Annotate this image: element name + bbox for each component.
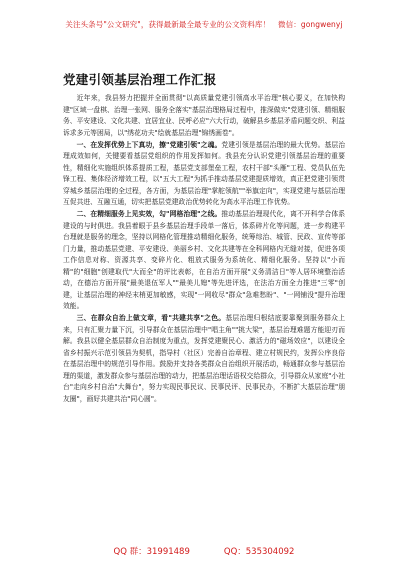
section-paragraph-2 bbox=[63, 209, 345, 313]
section-heading: 一、在发挥优势上下真功，擦"党建引领"之魂。 bbox=[76, 140, 222, 149]
section-paragraph-1 bbox=[63, 140, 345, 209]
banner-wechat: 微信：gongwenyj bbox=[278, 20, 343, 29]
intro-paragraph bbox=[63, 93, 345, 139]
paragraph-text: 基层治理归根结底要靠聚到服务群众上来，只有汇聚力量下沉，引导群众在基层治理中"唱主角""挑大梁"，基层治理难题方能迎刃而解。我县以健全基层群众自治制度为重点，发挥党建聚民心、激活力的"磁场效应"，以建设全省乡村振兴示范引领县为契机，指导村（社区）完善自治章程、建立村规民约，发挥公序良俗在基层治理中的规范引导作用。鼓励并支持各类群众自治组织开展活动，畅通群众参与基层治理的渠道，激发群众参与基层治理的动力，把基层治理话语权交给群众，引导群众从家庭"小社台"走向乡村自治"大舞台"，努力实现民事民议、民事民评、民事民办，不断扩大基层治理"朋友圈"，画好共建共治"同心圆"。 bbox=[63, 314, 345, 403]
document-body bbox=[63, 93, 345, 406]
footer-qq-group: QQ 群：31991489 bbox=[113, 547, 190, 557]
banner-text: 关注头条号"公文研究"，获得最新最全最专业的公文资料库！ bbox=[65, 20, 271, 29]
section-paragraph-3 bbox=[63, 313, 345, 405]
footer-contact bbox=[0, 545, 408, 557]
footer-qq: QQ：535304092 bbox=[223, 547, 295, 557]
document-title: 党建引领基层治理工作汇报 bbox=[63, 72, 217, 87]
header-banner bbox=[0, 19, 408, 30]
section-heading: 三、在群众自治上做文章，看"共建共享"之色。 bbox=[76, 314, 226, 322]
paragraph-text: 党建引领是基层治理的最大优势。基层治理成效如何，关键要看基层党组织的作用发挥如何。我县充分认识党建引领基层治理的重要性，精细化实施组织体系提质工程，基层党支部堡垒工程，农村干部"头雁"工程、党员队伍先锋工程、集体经济增效工程，以"五大工程"为抓手推动基层党建提质增效，真正把党建引领贯穿城乡基层治理的全过程，各方面，为基层治理"掌舵领航""举旗定向"，实现党建与基层治理互促共进、互融互通，切实把基层党建政治优势转化为高水平治理工作优势。 bbox=[63, 140, 345, 206]
paragraph-text: 推动基层治理现代化，离不开科学合体系建设的与时俱进。我县着眼于县乡基层治理手段单一落后，体系碎片化等问题，进一步构建平台理就是服务的理念，坚持以网格化管理推动精细化服务，统筹综治、城管、民政、宣传等部门力量，推动基层党建、平安建设、美丽乡村、文化共建等在全科网格内无缝对接，促进各项工作信息对称、资源共享、变碎片化、粗放式服务为系统化、精细化服务。坚持以"小而精"的"细胞"创建取代"大而全"的评比表彰，在自治方面开展"义务清洁日"等人居环境整治活动，在德治方面开展"最美退伍军人""最美儿媳"等先进评选，在法治方面全力推进"三零"创建，让基层治理的神经末梢更加敏感，实现"一网收尽"群众"急难愁盼"、"一网铺没"提升治理效能。 bbox=[63, 210, 345, 310]
section-heading: 二、在精细服务上见实效，勾"网格治理"之线。 bbox=[76, 210, 222, 218]
paragraph-text: 近年来，我县努力把握并全面贯彻"以高质量党建引领高水平治理"核心要义，在加快构建"区域一盘棋、治理一张网、服务全落实"基层治理格局过程中，推深做实"党建引领、精细服务、平安建设、文化共建、宜居宜业、民呼必应"六大行动，破解县乡基层矛盾问题交织、利益诉求多元等困局，以"绣花功夫"绘就基层治理"锦绣画卷"。 bbox=[63, 94, 345, 137]
